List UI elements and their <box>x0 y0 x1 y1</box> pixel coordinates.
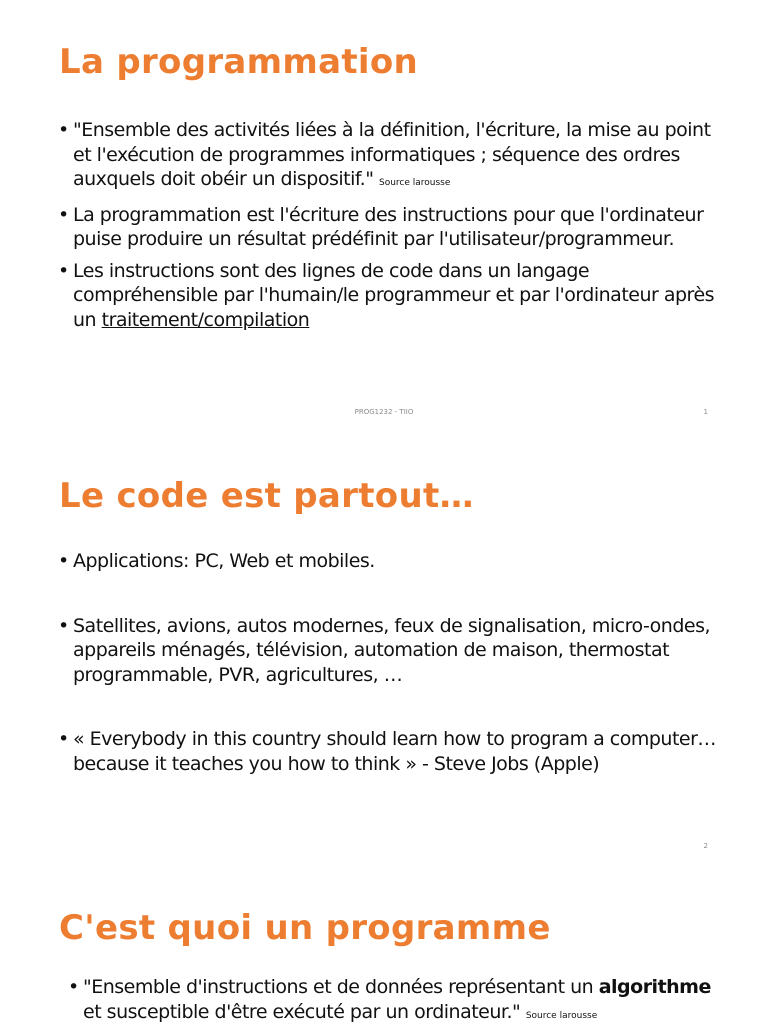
slide-number: 2 <box>703 842 708 850</box>
slide-number: 1 <box>703 408 708 416</box>
bullet-item <box>58 614 718 688</box>
bullet-item <box>68 975 728 1028</box>
bullet-list <box>58 549 718 776</box>
bullet-item <box>58 203 718 252</box>
bullet-dot-icon: • <box>58 614 69 637</box>
bullet-dot-icon: • <box>58 728 69 750</box>
bullet-bold-term: algorithme <box>598 976 711 998</box>
bullet-text: "Ensemble d'instructions et de données représentant un <box>83 976 599 998</box>
bullet-dot-icon: • <box>58 259 69 282</box>
bullet-text: "Ensemble des activités liées à la définition, l'écriture, la mise au point et l'exécution de programmes informatiques ; séquence des ordres auxquels doit obéir un dispositif." <box>73 119 711 190</box>
slide-footer: PROG1232 - TIIO <box>354 408 414 416</box>
bullet-list <box>58 118 718 332</box>
bullet-item <box>58 727 718 776</box>
compilation-link[interactable]: traitement/compilation <box>101 308 310 331</box>
bullet-dot-icon: • <box>58 550 69 572</box>
slide-3 <box>0 868 768 1024</box>
slide-title: Le code est partout… <box>59 476 474 516</box>
slide-title: La programmation <box>59 42 419 82</box>
source-note: Source larousse <box>378 178 451 188</box>
slide-2 <box>0 434 768 868</box>
bullet-item <box>58 549 718 574</box>
bullet-text: Applications: PC, Web et mobiles. <box>73 550 375 572</box>
slide-title: C'est quoi un programme <box>59 908 551 948</box>
bullet-text: Satellites, avions, autos modernes, feux de signalisation, micro-ondes, appareils ménagés, télévision, automation de maison, thermostat programmable, PVR, agricultures, … <box>73 614 711 686</box>
bullet-item <box>58 259 718 333</box>
bullet-list <box>68 975 728 1028</box>
bullet-text: et susceptible d'être exécuté par un ordinateur." <box>83 1000 521 1023</box>
bullet-text: « Everybody in this country should learn how to program a computer… because it teaches you how to think » - Steve Jobs (Apple) <box>73 728 716 775</box>
bullet-text: La programmation est l'écriture des instructions pour que l'ordinateur puise produire un résultat prédéfinit par l'utilisateur/programmeur. <box>73 203 704 250</box>
bullet-item <box>58 118 718 196</box>
slide-1 <box>0 0 768 434</box>
bullet-text: Les instructions sont des lignes de code dans un langage compréhensible par l'humain/le programmeur et par l'ordinateur après un <box>73 259 715 331</box>
bullet-dot-icon: • <box>58 203 69 226</box>
bullet-dot-icon: • <box>58 119 69 141</box>
source-note: Source larousse <box>525 1010 598 1021</box>
bullet-dot-icon: • <box>68 976 79 998</box>
